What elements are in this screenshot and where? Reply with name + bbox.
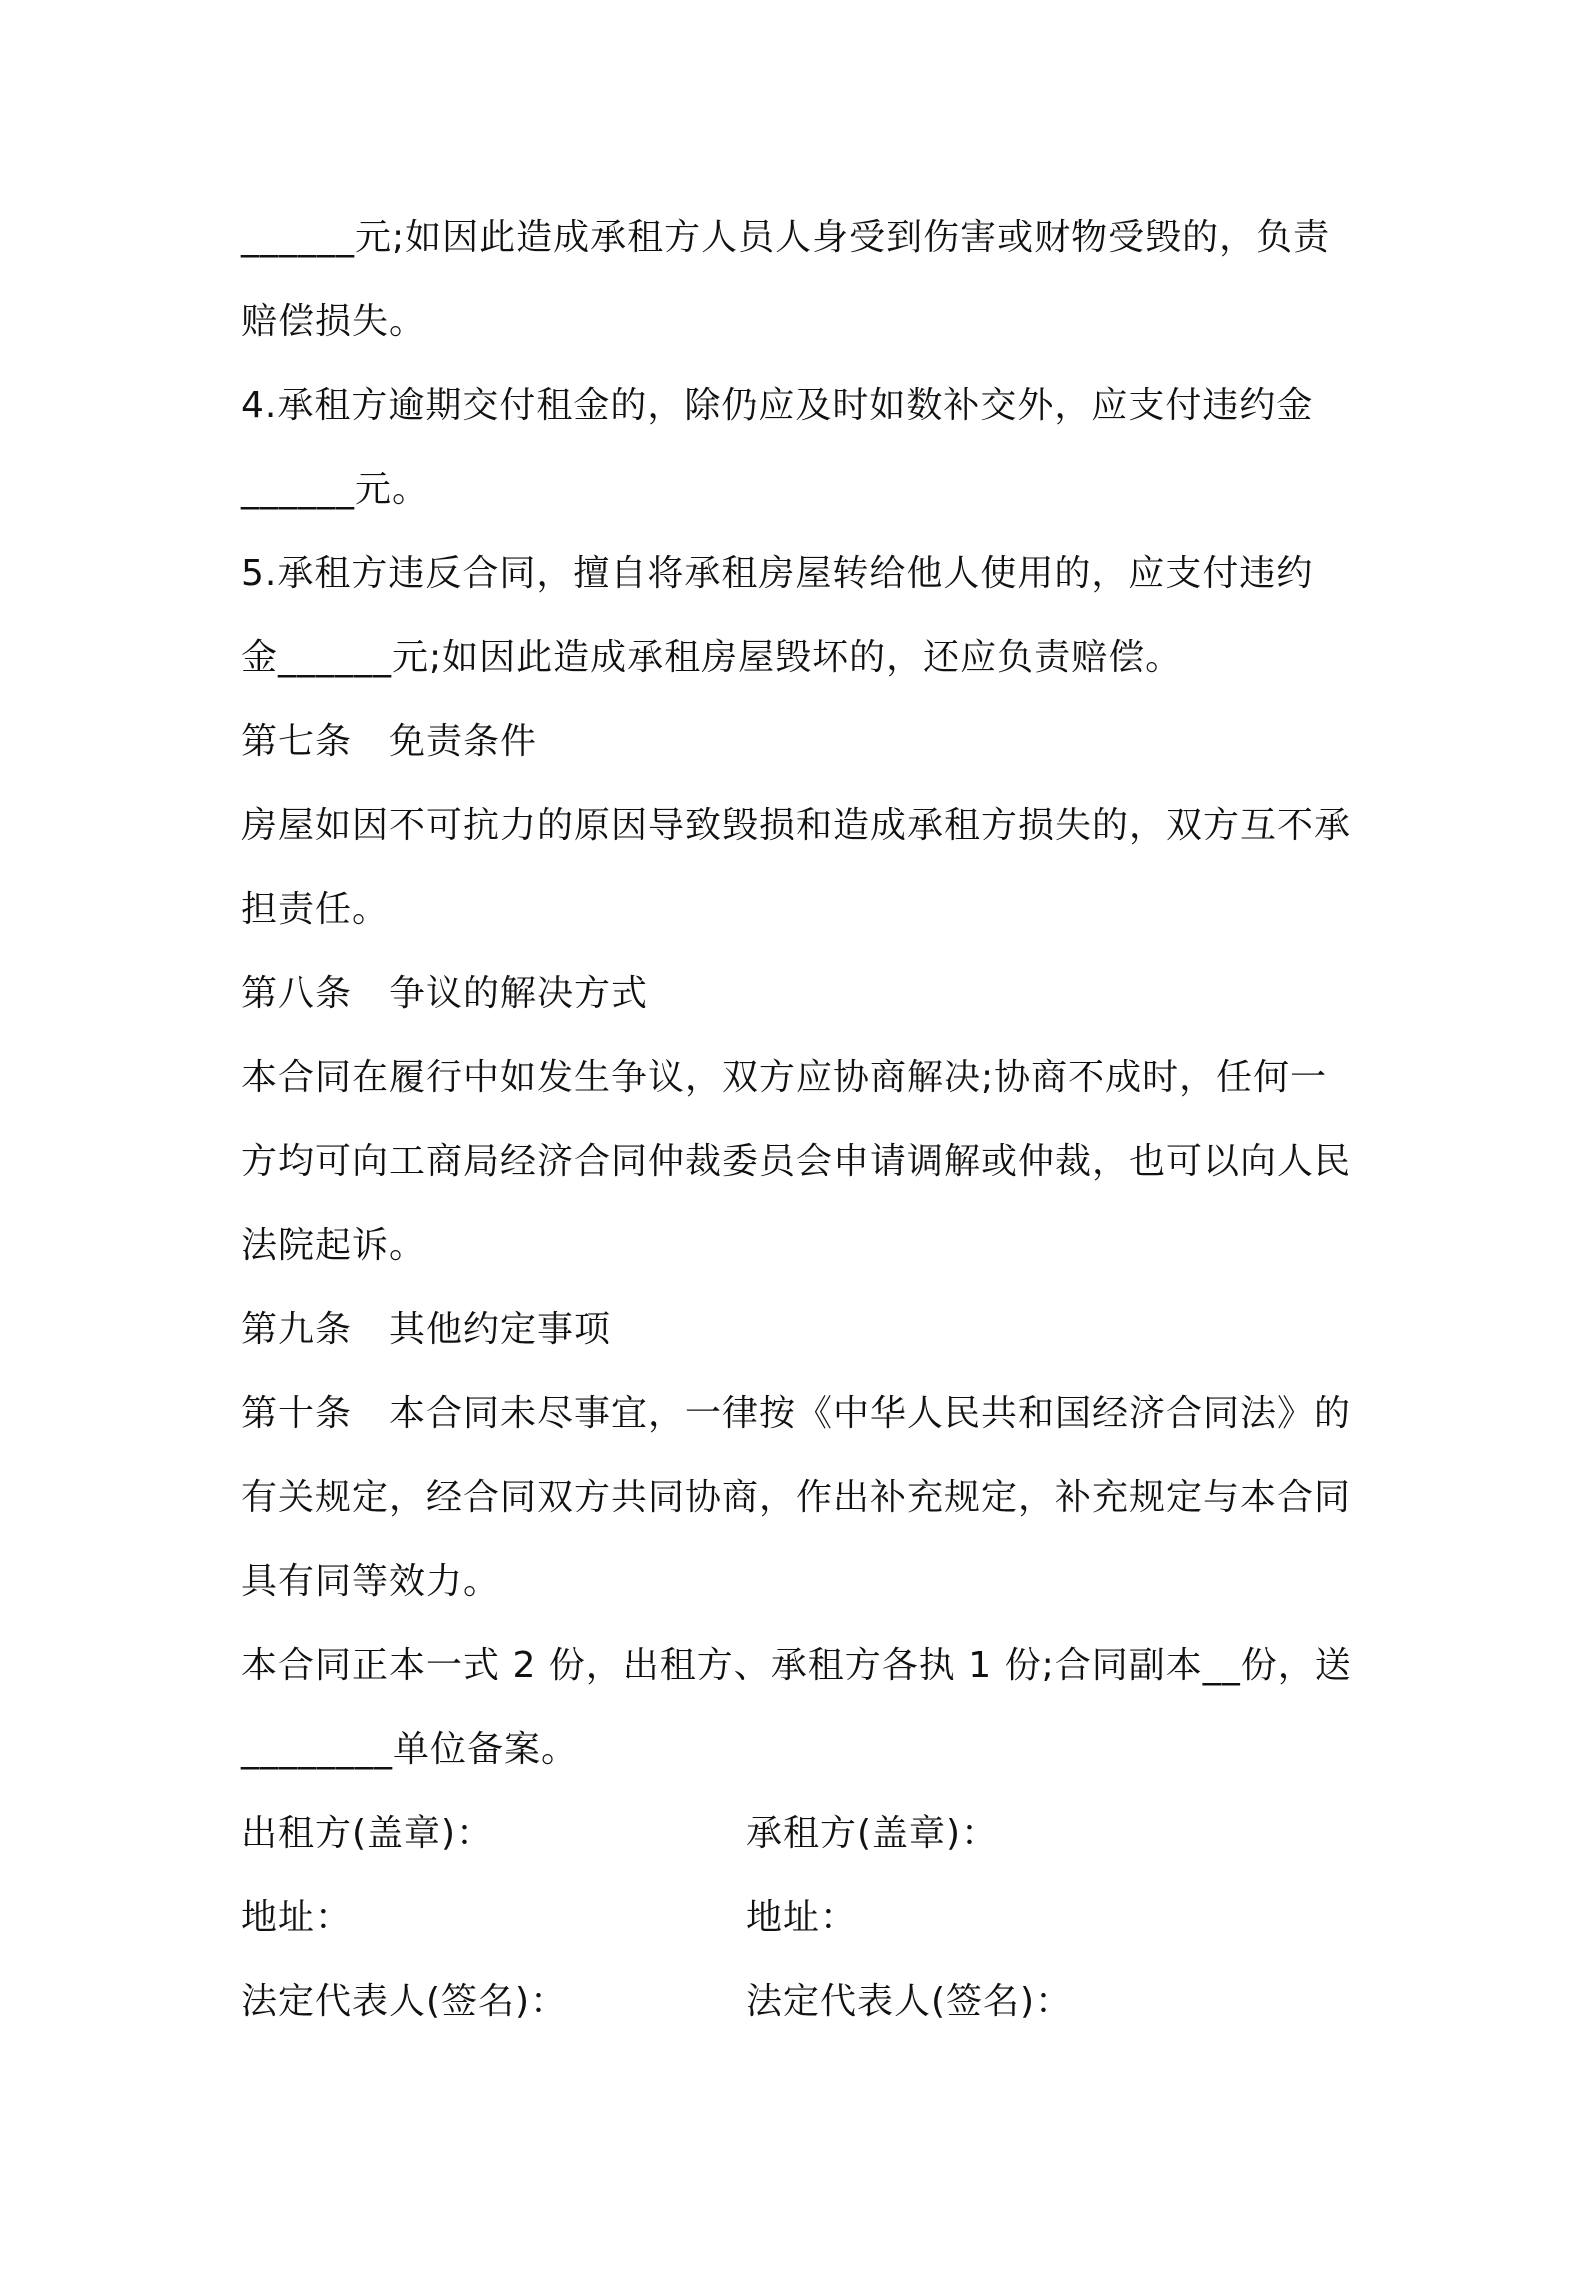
text-line: 5.承租方违反合同，擅自将承租房屋转给他人使用的，应支付违约	[241, 553, 1314, 594]
article-heading: 第十条 本合同未尽事宜，一律按《中华人民共和国经济合同法》的	[241, 1393, 1352, 1434]
article-heading: 第九条 其他约定事项	[241, 1309, 612, 1350]
signature-row-seal	[241, 1792, 1361, 1876]
text-line: 具有同等效力。	[241, 1561, 501, 1602]
text-line: 本合同正本一式 2 份，出租方、承租方各执 1 份;合同副本__份，送	[241, 1645, 1352, 1686]
lessee-address-label: 地址：	[746, 1897, 858, 1938]
text-line: 房屋如因不可抗力的原因导致毁损和造成承租方损失的，双方互不承	[241, 805, 1352, 846]
text-line: 法院起诉。	[241, 1225, 427, 1266]
text-line: 方均可向工商局经济合同仲裁委员会申请调解或仲裁，也可以向人民	[241, 1141, 1352, 1182]
article-heading: 第七条 免责条件	[241, 721, 538, 762]
signature-row-address	[241, 1876, 1361, 1960]
text-line: 金______元;如因此造成承租房屋毁坏的，还应负责赔偿。	[241, 637, 1183, 678]
document-body	[241, 196, 1361, 2044]
text-line: 4.承租方逾期交付租金的，除仍应及时如数补交外，应支付违约金	[241, 385, 1314, 426]
text-line: 赔偿损失。	[241, 301, 427, 342]
article-heading: 第八条 争议的解决方式	[241, 973, 649, 1014]
lessor-seal-label: 出租方(盖章)：	[241, 1813, 494, 1854]
signature-row-representative	[241, 1960, 1361, 2044]
lessee-representative-label: 法定代表人(签名)：	[746, 1981, 1073, 2022]
text-line: ______元。	[241, 469, 430, 510]
text-line: 担责任。	[241, 889, 390, 930]
text-line: ________单位备案。	[241, 1729, 579, 1770]
text-line: 本合同在履行中如发生争议，双方应协商解决;协商不成时，任何一	[241, 1057, 1328, 1098]
lessor-address-label: 地址：	[241, 1897, 353, 1938]
text-line: 有关规定，经合同双方共同协商，作出补充规定，补充规定与本合同	[241, 1477, 1352, 1518]
lessor-representative-label: 法定代表人(签名)：	[241, 1981, 568, 2022]
text-line: ______元;如因此造成承租方人员人身受到伤害或财物受毁的，负责	[241, 217, 1331, 258]
lessee-seal-label: 承租方(盖章)：	[746, 1813, 999, 1854]
